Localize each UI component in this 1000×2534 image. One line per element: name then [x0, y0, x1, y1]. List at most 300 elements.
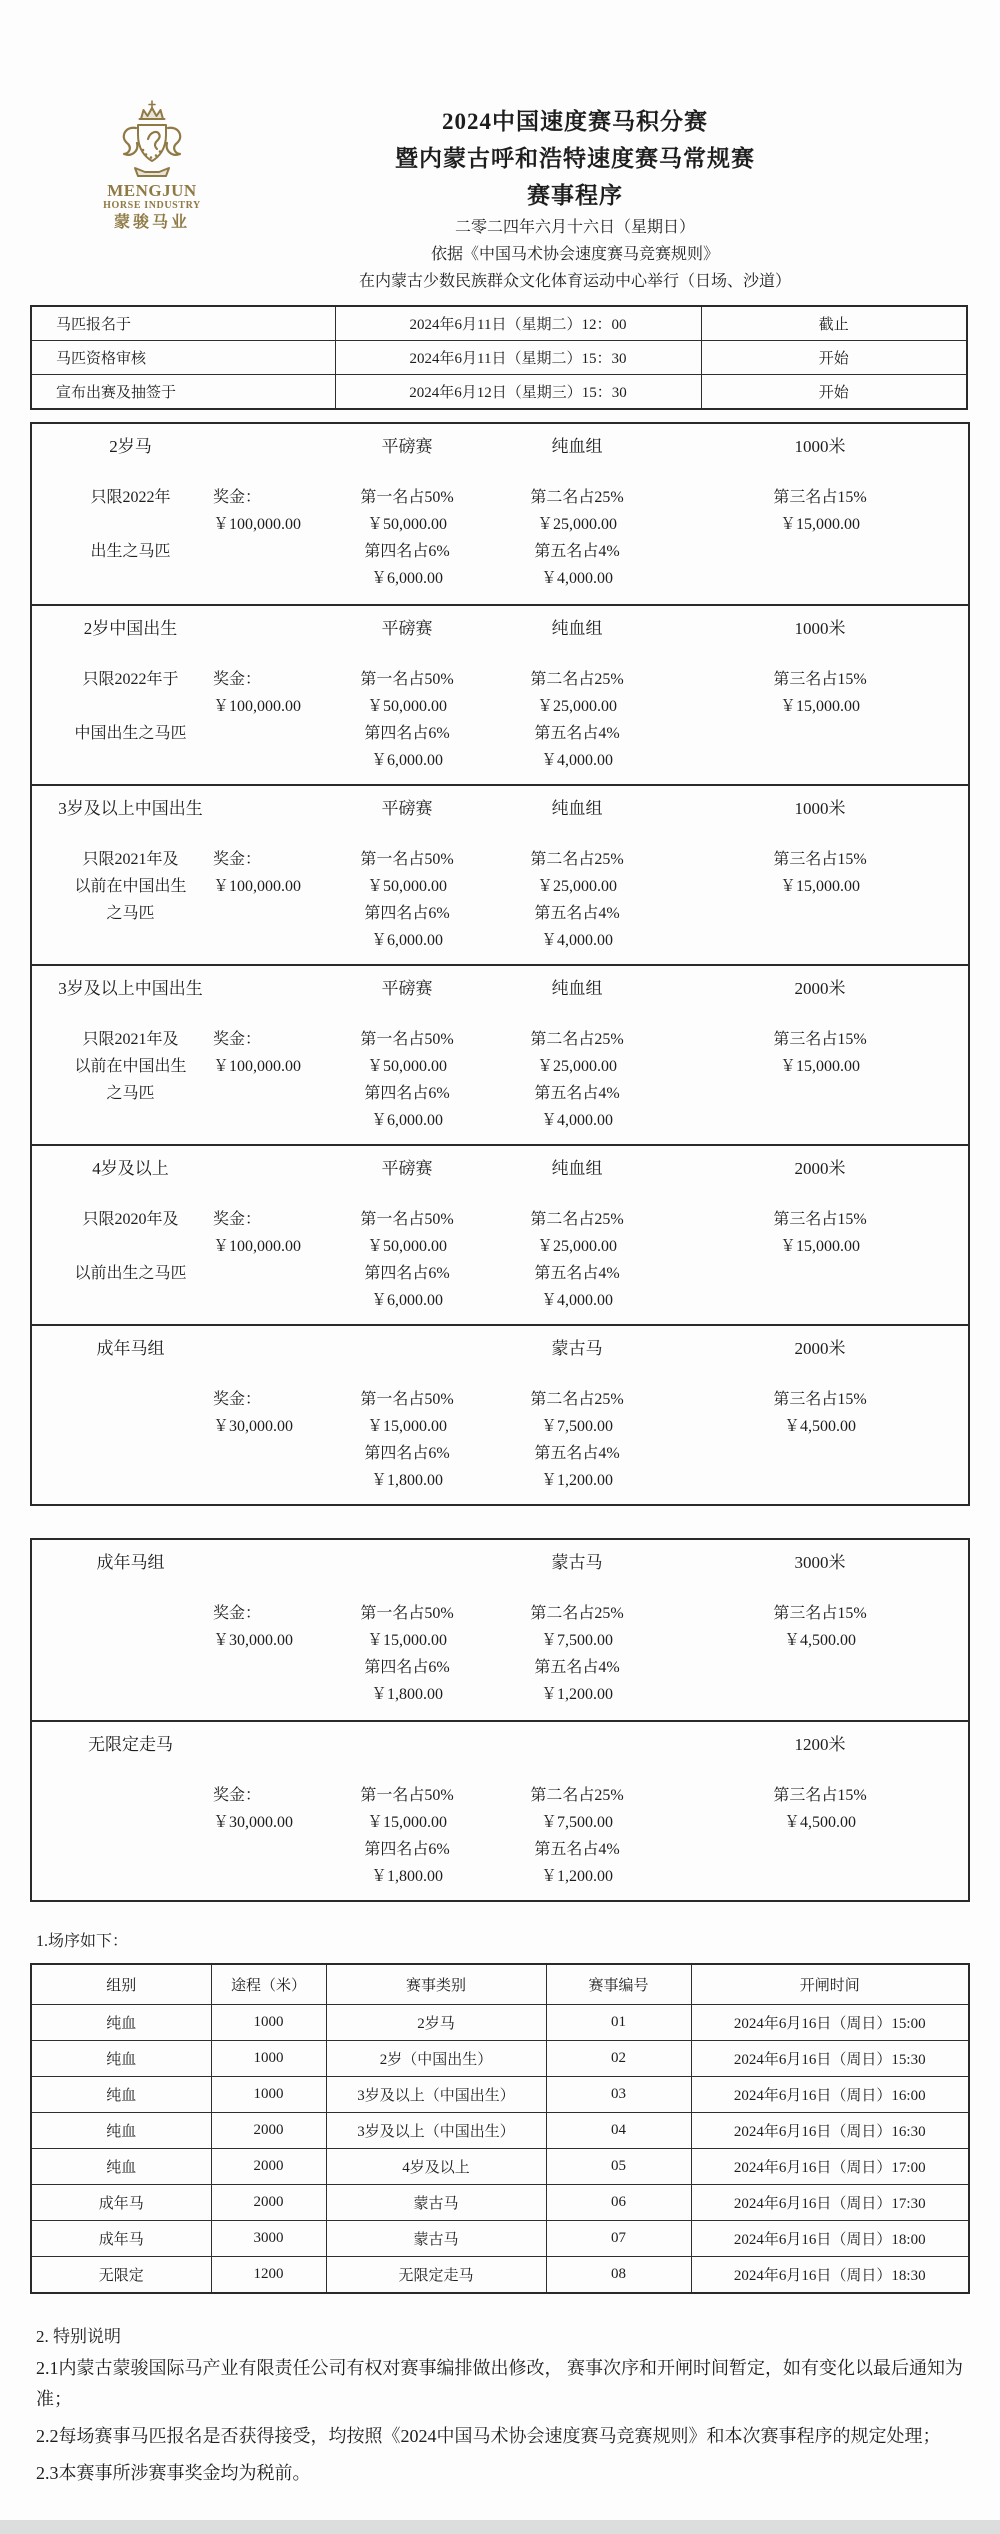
prize-cell: ￥1,200.00 — [540, 1472, 613, 1489]
schedule-header-cell: 赛事类别 — [326, 1964, 546, 2005]
prize-cell: 第二名占25% — [530, 671, 624, 688]
prize-row — [32, 873, 968, 900]
race-group-label: 成年马组 — [96, 1339, 165, 1358]
schedule-row — [31, 2149, 969, 2185]
race-header-spacer — [207, 1336, 332, 1362]
prize-cell: ￥50,000.00 — [366, 1058, 447, 1075]
prize-cell — [32, 1627, 207, 1654]
race-block-header — [32, 1156, 968, 1182]
prize-cell: ￥6,000.00 — [370, 1112, 443, 1129]
prize-cell: ￥6,000.00 — [370, 1292, 443, 1309]
race-group-label: 4岁及以上 — [92, 1159, 169, 1178]
prize-cell: ￥4,500.00 — [783, 1632, 856, 1649]
prize-cell — [32, 1782, 207, 1809]
prize-cell — [32, 1233, 207, 1260]
prize-cell: 第四名占6% — [364, 1659, 450, 1676]
race-distance-label: 2000米 — [794, 979, 846, 998]
prize-cell: ￥15,000.00 — [779, 1238, 860, 1255]
prize-cell: 第五名占4% — [534, 1265, 620, 1282]
prize-cell: 第三名占15% — [773, 671, 867, 688]
prize-row — [32, 1836, 968, 1863]
prize-cell: ￥7,500.00 — [540, 1632, 613, 1649]
prize-cell — [32, 1467, 207, 1494]
race-type-label: 平磅赛 — [381, 799, 433, 818]
schedule-cell: 02 — [546, 2041, 691, 2077]
prize-cell: ￥1,800.00 — [370, 1472, 443, 1489]
prize-row — [32, 1413, 968, 1440]
prize-cell: ￥50,000.00 — [366, 516, 447, 533]
race-block — [32, 784, 968, 964]
schedule-cell: 07 — [546, 2221, 691, 2257]
prize-cell: 第二名占25% — [530, 1787, 624, 1804]
race-block-gap — [32, 460, 968, 484]
prize-cell — [672, 1107, 968, 1134]
prize-cell: 第一名占50% — [360, 1605, 454, 1622]
race-block-gap — [32, 1002, 968, 1026]
prize-cell: ￥25,000.00 — [536, 698, 617, 715]
prize-row — [32, 1206, 968, 1233]
prize-row — [32, 1600, 968, 1627]
info-cell: 开始 — [701, 341, 967, 375]
schedule-cell: 2024年6月16日（周日）18:30 — [691, 2257, 969, 2294]
schedule-cell: 2024年6月16日（周日）15:30 — [691, 2041, 969, 2077]
prize-cell: 之马匹 — [106, 1085, 155, 1102]
prize-cell — [207, 720, 332, 747]
prize-cell: ￥100,000.00 — [213, 878, 302, 895]
race-block — [32, 1720, 968, 1900]
prize-row — [32, 1681, 968, 1708]
schedule-table — [30, 1963, 970, 2294]
schedule-cell: 无限定走马 — [326, 2257, 546, 2294]
prize-cell — [32, 1863, 207, 1890]
prize-row — [32, 484, 968, 511]
prize-cell: 只限2021年及 — [82, 1031, 179, 1048]
prize-cell: ￥4,000.00 — [540, 752, 613, 769]
race-blood-label: 蒙古马 — [551, 1339, 603, 1358]
prize-cell: 第三名占15% — [773, 1787, 867, 1804]
logo-industry: HORSE INDUSTRY — [103, 200, 201, 211]
race-header-spacer — [207, 1732, 332, 1758]
schedule-row — [31, 2041, 969, 2077]
schedule-row — [31, 2221, 969, 2257]
race-header-spacer — [207, 434, 332, 460]
prize-cell: 奖金： — [213, 851, 262, 868]
prize-cell: 第三名占15% — [773, 1605, 867, 1622]
prize-cell: ￥7,500.00 — [540, 1418, 613, 1435]
prize-cell: 第三名占15% — [773, 1031, 867, 1048]
notes-list — [0, 2353, 1000, 2489]
info-row — [31, 375, 967, 410]
race-block-header — [32, 1550, 968, 1576]
race-block-gap — [32, 1758, 968, 1782]
logo-name-cn: 蒙骏马业 — [113, 214, 190, 231]
prize-cell: ￥4,000.00 — [540, 1292, 613, 1309]
prize-row — [32, 1260, 968, 1287]
schedule-cell: 蒙古马 — [326, 2221, 546, 2257]
info-cell: 2024年6月11日（星期二）15：30 — [335, 341, 701, 375]
prize-cell: ￥100,000.00 — [213, 698, 302, 715]
schedule-row — [31, 2113, 969, 2149]
prize-cell — [672, 1440, 968, 1467]
schedule-cell: 01 — [546, 2005, 691, 2041]
race-header-spacer — [207, 616, 332, 642]
prize-cell: 第二名占25% — [530, 1605, 624, 1622]
prize-cell: 奖金： — [213, 671, 262, 688]
prize-cell: 第四名占6% — [364, 1445, 450, 1462]
schedule-cell: 3000 — [211, 2221, 326, 2257]
prize-cell: ￥7,500.00 — [540, 1814, 613, 1831]
event-title-line1: 2024中国速度赛马积分赛 — [442, 109, 708, 134]
prize-row — [32, 1386, 968, 1413]
prize-cell: ￥15,000.00 — [779, 1058, 860, 1075]
prize-cell: ￥4,000.00 — [540, 1112, 613, 1129]
prize-cell — [32, 1287, 207, 1314]
race-block — [32, 1324, 968, 1504]
race-block-header — [32, 1336, 968, 1362]
schedule-cell: 2024年6月16日（周日）18:00 — [691, 2221, 969, 2257]
info-cell: 2024年6月12日（星期三）15：30 — [335, 375, 701, 410]
prize-cell: 第三名占15% — [773, 489, 867, 506]
prize-cell — [32, 1600, 207, 1627]
prize-cell: 奖金： — [213, 1391, 262, 1408]
schedule-cell: 成年马 — [31, 2221, 211, 2257]
schedule-header-row — [31, 1964, 969, 2005]
race-blood-label: 蒙古马 — [551, 1553, 603, 1572]
schedule-cell: 纯血 — [31, 2077, 211, 2113]
prize-cell: ￥1,800.00 — [370, 1686, 443, 1703]
prize-cell — [207, 538, 332, 565]
schedule-row — [31, 2185, 969, 2221]
prize-cell: 第二名占25% — [530, 1391, 624, 1408]
race-header-spacer — [207, 1156, 332, 1182]
race-header-spacer — [207, 976, 332, 1002]
prize-cell: ￥15,000.00 — [366, 1632, 447, 1649]
prize-cell: ￥30,000.00 — [213, 1418, 294, 1435]
prize-cell — [32, 927, 207, 954]
prize-cell — [207, 1107, 332, 1134]
race-blood-label: 纯血组 — [551, 799, 603, 818]
prize-cell: 第一名占50% — [360, 1031, 454, 1048]
prize-cell: ￥25,000.00 — [536, 1238, 617, 1255]
prize-cell — [207, 747, 332, 774]
prize-cell: 第五名占4% — [534, 725, 620, 742]
schedule-cell: 2000 — [211, 2149, 326, 2185]
prize-cell — [32, 1107, 207, 1134]
info-row — [31, 306, 967, 341]
schedule-row — [31, 2005, 969, 2041]
prize-cell — [207, 1654, 332, 1681]
prize-row — [32, 1782, 968, 1809]
race-blood-label — [482, 1732, 672, 1758]
schedule-cell: 2岁（中国出生） — [326, 2041, 546, 2077]
prize-cell — [207, 1836, 332, 1863]
schedule-cell: 03 — [546, 2077, 691, 2113]
race-group-label: 无限定走马 — [88, 1735, 173, 1754]
info-cell: 开始 — [701, 375, 967, 410]
prize-cell: ￥30,000.00 — [213, 1632, 294, 1649]
title-block — [180, 103, 970, 295]
schedule-cell: 06 — [546, 2185, 691, 2221]
prize-cell — [32, 1809, 207, 1836]
prize-cell: 第二名占25% — [530, 489, 624, 506]
prize-cell: ￥15,000.00 — [366, 1814, 447, 1831]
prize-cell: 奖金： — [213, 1605, 262, 1622]
prize-cell: 只限2022年 — [90, 489, 171, 506]
prize-cell — [32, 1413, 207, 1440]
prize-cell — [207, 1440, 332, 1467]
prize-cell — [672, 747, 968, 774]
event-venue-line: 在内蒙古少数民族群众文化体育运动中心举行（日场、沙道） — [358, 273, 791, 290]
prize-cell — [32, 511, 207, 538]
schedule-table-body — [31, 2005, 969, 2294]
schedule-intro: 1.场序如下： — [36, 1933, 129, 1950]
prize-row — [32, 1053, 968, 1080]
race-distance-label: 3000米 — [794, 1553, 846, 1572]
notes-title: 2. 特别说明 — [36, 2327, 121, 2346]
race-type-label: 平磅赛 — [381, 619, 433, 638]
prize-cell: ￥15,000.00 — [779, 516, 860, 533]
prize-row — [32, 1863, 968, 1890]
prize-cell: 以前出生之马匹 — [74, 1265, 187, 1282]
prize-cell — [672, 1287, 968, 1314]
schedule-cell: 2000 — [211, 2185, 326, 2221]
page-bottom-strip — [0, 2520, 1000, 2534]
schedule-cell: 2岁马 — [326, 2005, 546, 2041]
race-type-label — [332, 1550, 482, 1576]
prize-cell: ￥4,000.00 — [540, 932, 613, 949]
prize-cell: 之马匹 — [106, 905, 155, 922]
prize-cell: 只限2020年及 — [82, 1211, 179, 1228]
prize-cell — [32, 1654, 207, 1681]
race-block — [32, 964, 968, 1144]
race-block-gap — [32, 822, 968, 846]
schedule-cell: 1000 — [211, 2041, 326, 2077]
prize-cell: ￥50,000.00 — [366, 878, 447, 895]
prize-cell: 第三名占15% — [773, 1211, 867, 1228]
prize-row — [32, 1287, 968, 1314]
prize-cell: 第一名占50% — [360, 1211, 454, 1228]
info-table-body — [31, 306, 967, 409]
prize-cell: 第一名占50% — [360, 671, 454, 688]
race-block — [32, 604, 968, 784]
race-block — [32, 1144, 968, 1324]
prize-cell: ￥4,500.00 — [783, 1814, 856, 1831]
prize-cell — [32, 1386, 207, 1413]
prize-cell: 以前在中国出生 — [74, 878, 187, 895]
prize-cell: ￥4,000.00 — [540, 570, 613, 587]
prize-cell — [672, 720, 968, 747]
prize-cell: 第五名占4% — [534, 1841, 620, 1858]
info-row — [31, 341, 967, 375]
prize-cell: 第五名占4% — [534, 543, 620, 560]
race-blood-label: 纯血组 — [551, 437, 603, 456]
race-block-gap — [32, 642, 968, 666]
prize-cell — [207, 1080, 332, 1107]
prize-cell: 第五名占4% — [534, 905, 620, 922]
prize-cell — [672, 565, 968, 592]
schedule-cell: 4岁及以上 — [326, 2149, 546, 2185]
prize-cell — [207, 927, 332, 954]
prize-cell: 奖金： — [213, 1031, 262, 1048]
race-distance-label: 1000米 — [794, 799, 846, 818]
prize-cell — [32, 1440, 207, 1467]
prize-cell: ￥25,000.00 — [536, 1058, 617, 1075]
prize-cell — [672, 1467, 968, 1494]
prize-row — [32, 1233, 968, 1260]
prize-row — [32, 1080, 968, 1107]
prize-cell — [32, 565, 207, 592]
prize-cell: ￥6,000.00 — [370, 932, 443, 949]
race-block-header — [32, 616, 968, 642]
schedule-cell: 纯血 — [31, 2113, 211, 2149]
schedule-cell: 无限定 — [31, 2257, 211, 2294]
prize-cell — [672, 1080, 968, 1107]
prize-cell — [207, 1681, 332, 1708]
race-group-label: 3岁及以上中国出生 — [58, 979, 203, 998]
prize-cell: ￥4,500.00 — [783, 1418, 856, 1435]
schedule-cell: 2024年6月16日（周日）17:30 — [691, 2185, 969, 2221]
prize-cell: 奖金： — [213, 1211, 262, 1228]
prize-cell: 第四名占6% — [364, 1085, 450, 1102]
info-cell: 马匹报名于 — [31, 306, 335, 341]
prize-row — [32, 538, 968, 565]
schedule-cell: 2024年6月16日（周日）17:00 — [691, 2149, 969, 2185]
event-basis-line: 依据《中国马术协会速度赛马竞赛规则》 — [430, 246, 719, 263]
registration-info-table — [30, 305, 968, 410]
prize-row — [32, 1809, 968, 1836]
event-date-line: 二零二四年六月十六日（星期日） — [454, 219, 695, 236]
info-cell: 截止 — [701, 306, 967, 341]
prize-cell: 第一名占50% — [360, 489, 454, 506]
prize-cell: ￥25,000.00 — [536, 516, 617, 533]
prize-row — [32, 1107, 968, 1134]
prize-cell — [672, 927, 968, 954]
race-distance-label: 1000米 — [794, 437, 846, 456]
schedule-cell: 1200 — [211, 2257, 326, 2294]
race-group-label: 3岁及以上中国出生 — [58, 799, 203, 818]
prize-cell — [672, 1654, 968, 1681]
schedule-header-cell: 组别 — [31, 1964, 211, 2005]
prize-row — [32, 720, 968, 747]
prize-cell: 第四名占6% — [364, 543, 450, 560]
schedule-cell: 纯血 — [31, 2149, 211, 2185]
prize-cell: 第五名占4% — [534, 1659, 620, 1676]
info-cell: 宣布出赛及抽签于 — [31, 375, 335, 410]
prize-cell: 第四名占6% — [364, 905, 450, 922]
prize-cell — [672, 900, 968, 927]
schedule-cell: 2024年6月16日（周日）16:00 — [691, 2077, 969, 2113]
info-cell: 2024年6月11日（星期二）12：00 — [335, 306, 701, 341]
prize-cell: ￥1,200.00 — [540, 1686, 613, 1703]
prize-row — [32, 565, 968, 592]
prize-cell — [32, 1681, 207, 1708]
info-cell: 马匹资格审核 — [31, 341, 335, 375]
schedule-cell: 纯血 — [31, 2041, 211, 2077]
prize-table-2 — [30, 1538, 970, 1902]
schedule-cell: 2024年6月16日（周日）15:00 — [691, 2005, 969, 2041]
prize-cell: ￥15,000.00 — [779, 878, 860, 895]
schedule-row — [31, 2257, 969, 2294]
schedule-row — [31, 2077, 969, 2113]
prize-cell: ￥25,000.00 — [536, 878, 617, 895]
prize-cell: ￥100,000.00 — [213, 1058, 302, 1075]
event-program-title: 赛事程序 — [527, 183, 623, 208]
prize-cell: 第一名占50% — [360, 1787, 454, 1804]
prize-cell: 只限2021年及 — [82, 851, 179, 868]
note-item: 2.2每场赛事马匹报名是否获得接受，均按照《2024中国马术协会速度赛马竞赛规则》和本次赛事程序的规定处理； — [36, 2426, 941, 2446]
event-title-line2: 暨内蒙古呼和浩特速度赛马常规赛 — [395, 146, 755, 171]
schedule-cell: 04 — [546, 2113, 691, 2149]
prize-cell: 出生之马匹 — [90, 543, 171, 560]
race-group-label: 2岁马 — [109, 437, 152, 456]
schedule-cell: 05 — [546, 2149, 691, 2185]
prize-cell: 第五名占4% — [534, 1445, 620, 1462]
prize-row — [32, 747, 968, 774]
schedule-cell: 蒙古马 — [326, 2185, 546, 2221]
prize-cell: 第五名占4% — [534, 1085, 620, 1102]
prize-cell: 第四名占6% — [364, 725, 450, 742]
prize-cell: ￥50,000.00 — [366, 698, 447, 715]
prize-cell: ￥100,000.00 — [213, 516, 302, 533]
prize-cell — [672, 1260, 968, 1287]
schedule-cell: 3岁及以上（中国出生） — [326, 2077, 546, 2113]
logo-name-en: MENGJUN — [107, 181, 197, 200]
prize-row — [32, 927, 968, 954]
prize-cell — [32, 747, 207, 774]
prize-row — [32, 1467, 968, 1494]
prize-cell: 以前在中国出生 — [74, 1058, 187, 1075]
prize-cell: 第二名占25% — [530, 1211, 624, 1228]
prize-cell — [672, 1863, 968, 1890]
race-block-header — [32, 1732, 968, 1758]
race-distance-label: 1000米 — [794, 619, 846, 638]
prize-cell — [207, 1863, 332, 1890]
prize-cell: 第四名占6% — [364, 1841, 450, 1858]
race-type-label — [332, 1732, 482, 1758]
race-block-gap — [32, 1362, 968, 1386]
race-block — [32, 1540, 968, 1720]
schedule-cell: 纯血 — [31, 2005, 211, 2041]
race-header-spacer — [207, 1550, 332, 1576]
prize-row — [32, 511, 968, 538]
prize-cell: 奖金： — [213, 489, 262, 506]
document-header — [0, 0, 1000, 305]
prize-cell: ￥50,000.00 — [366, 1238, 447, 1255]
prize-cell: 第一名占50% — [360, 1391, 454, 1408]
schedule-cell: 08 — [546, 2257, 691, 2294]
prize-row — [32, 1627, 968, 1654]
race-group-label: 成年马组 — [96, 1553, 165, 1572]
prize-row — [32, 666, 968, 693]
prize-cell: 中国出生之马匹 — [74, 725, 187, 742]
schedule-header-cell: 赛事编号 — [546, 1964, 691, 2005]
schedule-header-cell: 开闸时间 — [691, 1964, 969, 2005]
prize-cell — [207, 900, 332, 927]
schedule-cell: 1000 — [211, 2077, 326, 2113]
note-item: 2.3本赛事所涉赛事奖金均为税前。 — [36, 2463, 311, 2483]
race-block-gap — [32, 1576, 968, 1600]
schedule-cell: 2024年6月16日（周日）16:30 — [691, 2113, 969, 2149]
race-group-label: 2岁中国出生 — [83, 619, 178, 638]
prize-cell: 第一名占50% — [360, 851, 454, 868]
prize-cell — [672, 1836, 968, 1863]
race-header-spacer — [207, 796, 332, 822]
prize-cell — [207, 1260, 332, 1287]
prize-cell: 第二名占25% — [530, 851, 624, 868]
prize-row — [32, 693, 968, 720]
prize-row — [32, 1026, 968, 1053]
prize-cell — [32, 1836, 207, 1863]
